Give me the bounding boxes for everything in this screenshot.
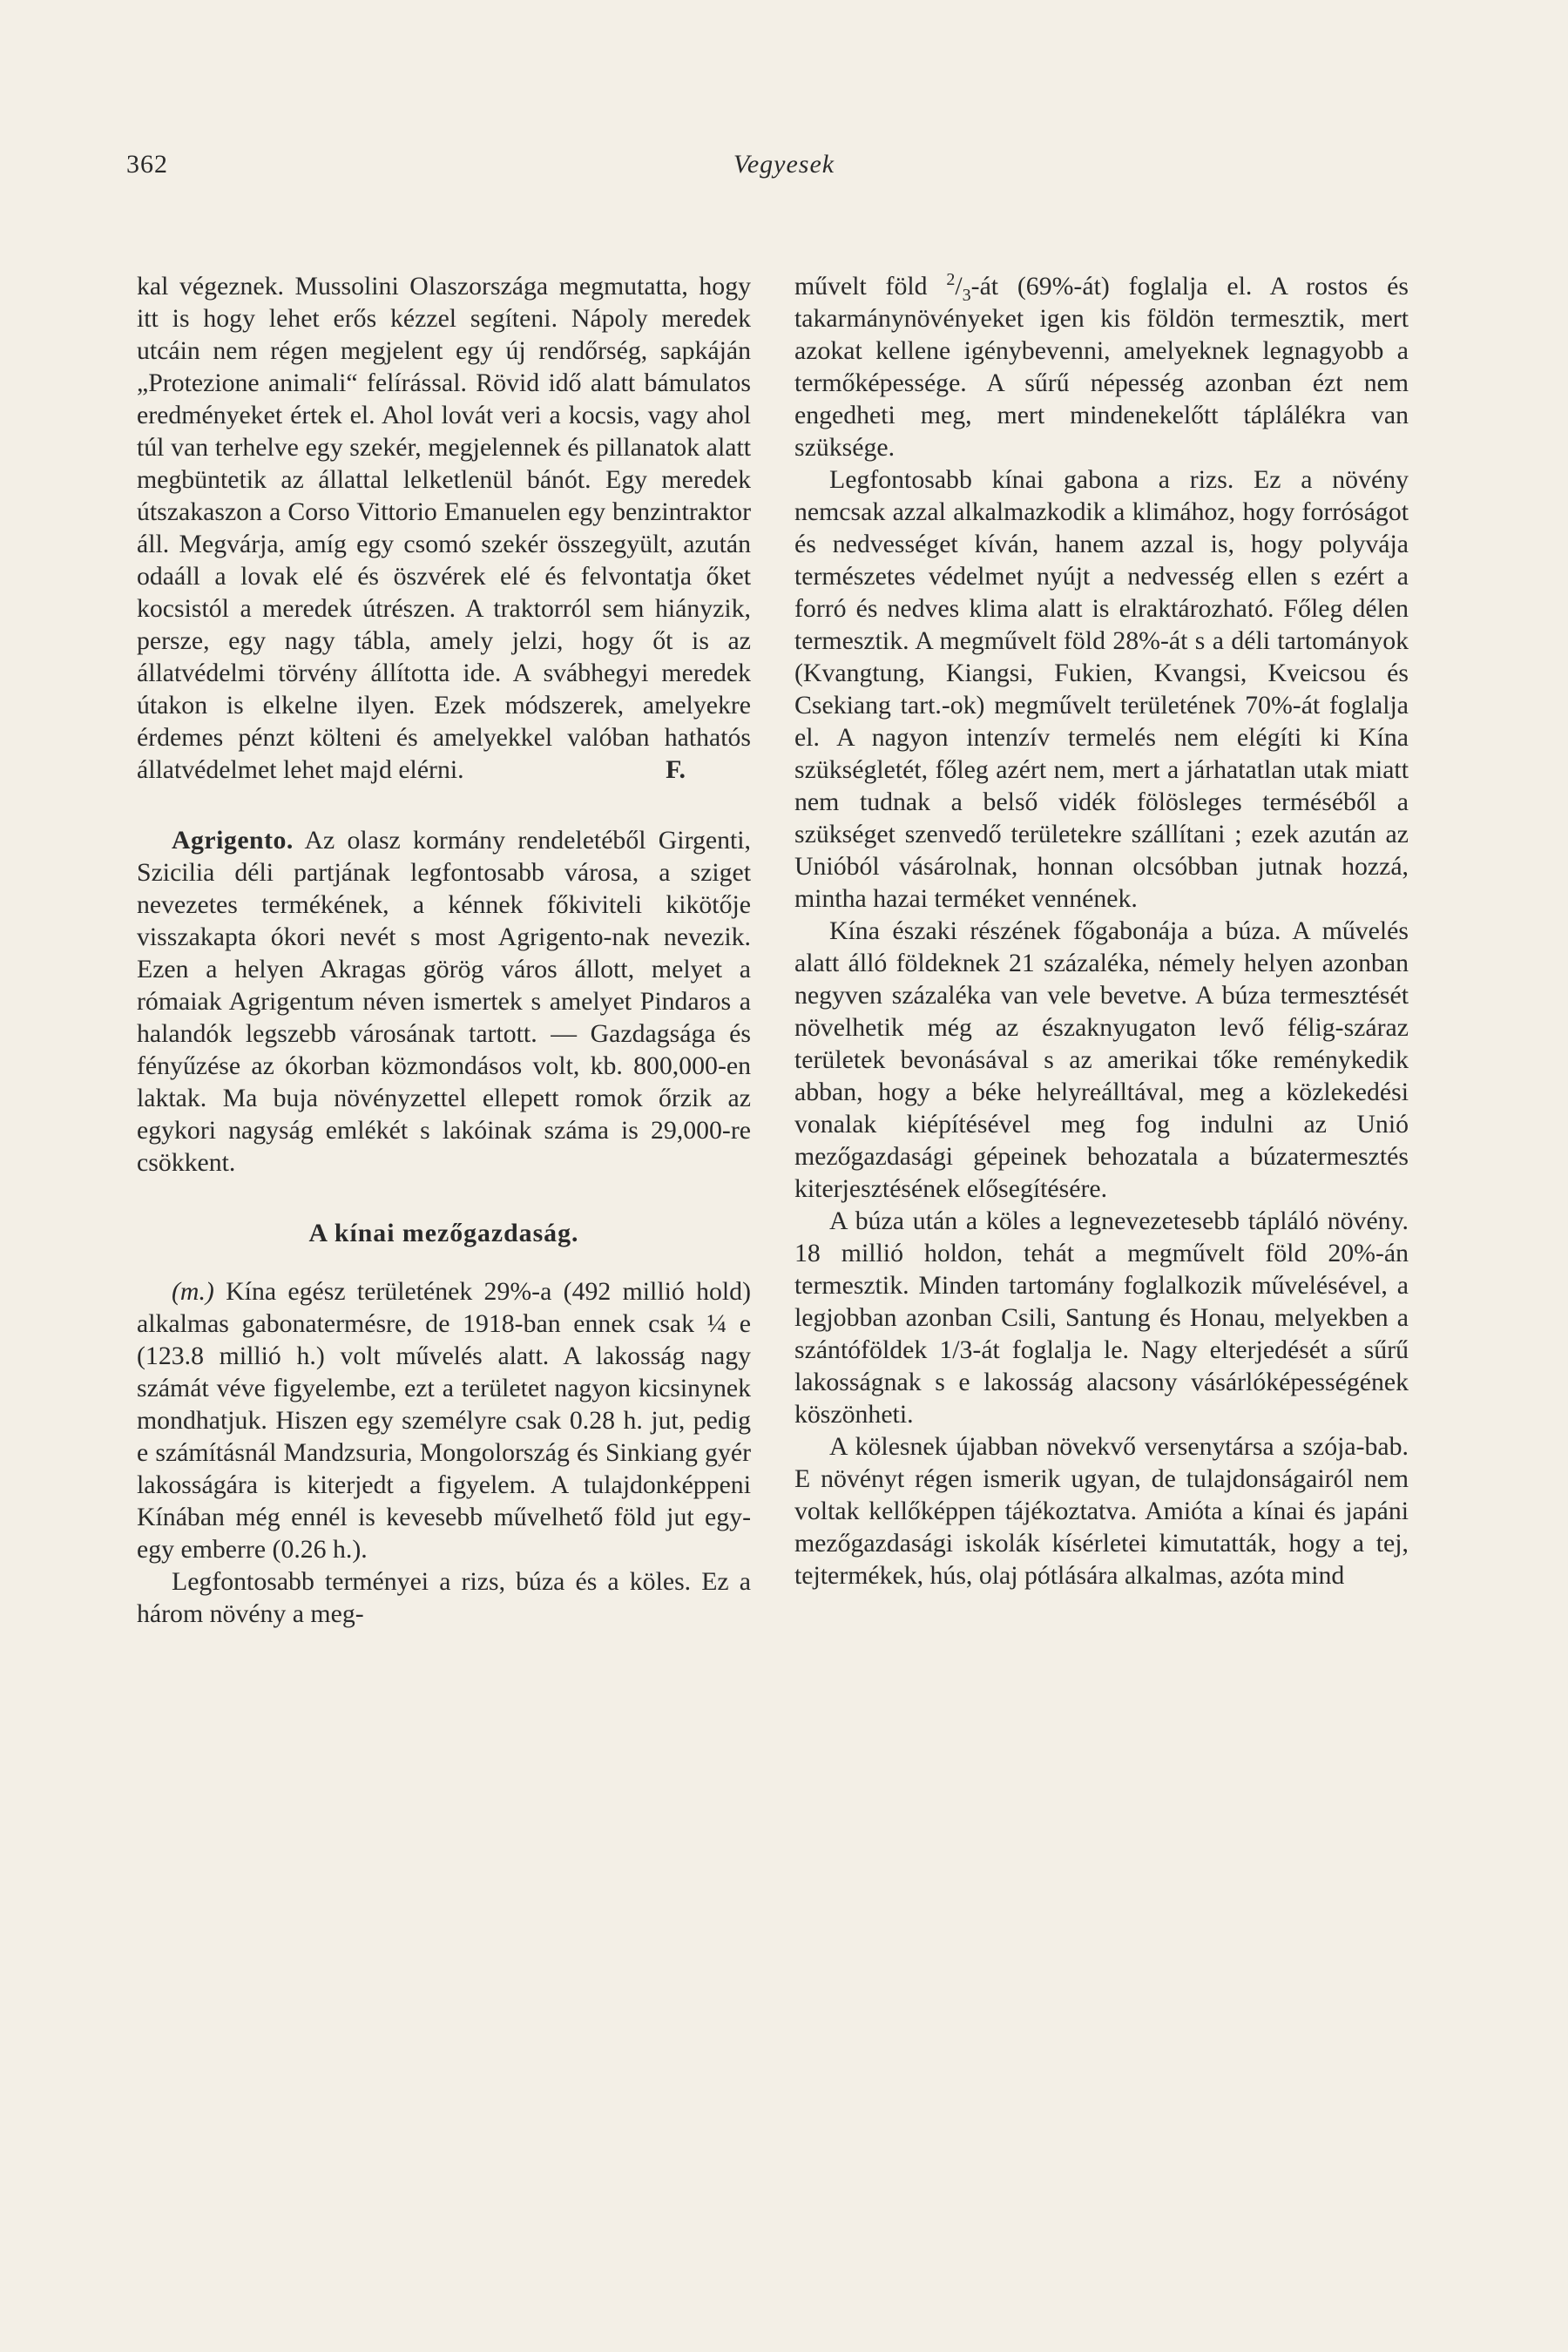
author-initial: (m.) bbox=[172, 1277, 214, 1306]
paragraph-main-crops bbox=[137, 1565, 751, 1630]
paragraph-rice bbox=[794, 463, 1409, 915]
page-number: 362 bbox=[126, 150, 168, 179]
section-title: A kínai mezőgazdaság. bbox=[308, 1219, 579, 1247]
paragraph-text: Kína egész területének 29%-a (492 millió hold) alkalmas gabonatermésre, de 1918-ban ennek csak bbox=[137, 1277, 751, 1338]
right-column bbox=[794, 270, 1409, 1592]
fraction-denominator: 3 bbox=[962, 285, 971, 305]
paragraph-text: Legfontosabb terményei a rizs, búza és a köles. Ez a három növény a meg- bbox=[137, 1567, 751, 1628]
paragraph-text: -át foglalja le. Nagy elterjedését a sűrű lakosságnak s e lakosság alacsony vásárlóképességének köszönheti. bbox=[794, 1335, 1409, 1429]
running-head: Vegyesek bbox=[733, 150, 835, 179]
paragraph-china-land bbox=[137, 1275, 751, 1565]
paragraph-text: -át (69%-át) foglalja el. A rostos és takarmánynövényeket igen kis földön termesztik, mert azokat kellene igénybevenni, amelyeknek legnagyobb a termőképessége. A sűrű népesség azonban ézt nem engedheti meg, mert mindenekelőtt táplálékra van szüksége. bbox=[794, 272, 1409, 462]
left-column bbox=[137, 270, 751, 1630]
paragraph-text: A kölesnek újabban növekvő versenytársa a szója-bab. E növényt régen ismerik ugyan, de tulajdonságairól nem voltak kellőképpen tájékoztatva. Amióta a kínai és japáni mezőgazdasági iskolák kísérletei kimutatták, hogy a tej, tejtermékek, hús, olaj pótlására alkalmas, azóta mind bbox=[794, 1432, 1409, 1590]
paragraph-text: művelt föld bbox=[794, 272, 928, 301]
paragraph-fiber-crops: művelt föld $^2/_3-át$ (69%-át) foglalja el. A rostos és takarmánynövényeket igen kis földön termesztik, mert azokat kellene igénybevenni, amelyeknek legnagyobb a termőképessége. A sűrű népesség azonban ézt nem engedheti meg, mert mindenekelőtt táplálékra van szüksége. bbox=[794, 270, 1409, 462]
paragraph-text: e (123.8 millió h.) volt művelés alatt. A lakosság nagy számát véve figyelembe, ezt a területet nagyon kicsinynek mondhatjuk. Hiszen egy személyre csak 0.28 h. jut, pedig e számításnál Mandzsuria, Mongolország és Sinkiang gyér lakosságára is kiterjedt a figyelem. A tulajdonképpeni Kínában még ennél is kevesebb művelhető föld jut egy-egy emberre (0.26 h.). bbox=[137, 1309, 751, 1564]
paragraph-text: Kína északi részének főgabonája a búza. A művelés alatt álló földeknek 21 százaléka, némely helyen azonban negyven százaléka van vele bevetve. A búza termesztését növelhetik még az északnyugaton levő félig-száraz területek bevonásával s az amerikai tőke reménykedik abban, hogy a béke helyreálltával, meg a közlekedési vonalak kiépítésével meg fog indulni az Unió mezőgazdasági gépeinek behozatala a búzatermesztés kiterjesztésének elősegítésére. bbox=[794, 916, 1409, 1203]
paragraph-animal-protection bbox=[137, 270, 751, 786]
author-signature: F. bbox=[666, 755, 686, 784]
paragraph-text: Legfontosabb kínai gabona a rizs. Ez a növény nemcsak azzal alkalmazkodik a klimához, hogy forróságot és nedvességet kíván, hanem azzal is, hogy polyvája természetes védelmet nyújt a nedvesség ellen s ezért a forró és nedves klima alatt is elraktározható. Főleg délen termesztik. A megművelt föld 28%-át s a déli tartományok (Kvangtung, Kiangsi, Fukien, Kvangsi, Kveicsou és Csekiang tart.-ok) megművelt területének 70%-át foglalja el. A nagyon intenzív termelés nem elégíti ki Kína szükségletét, főleg azért nem, mert a járhatatlan utak miatt nem tudnak a belső vidék fölösleges terméséből a szükséget szenvedő területekre szállítani ; ezek azután az Unióból vásárolnak, honnan olcsóbban jutnak hozzá, mintha hazai terméket vennének. bbox=[794, 465, 1409, 913]
paragraph-agrigento bbox=[137, 824, 751, 1179]
paragraph-soybean bbox=[794, 1430, 1409, 1592]
paragraph-text: Az olasz kormány rendeletéből Girgenti, Szicilia déli partjának legfontosabb városa, a sziget nevezetes termékének, a kénnek főkiviteli kikötője visszakapta ókori nevét s most Agrigento-nak nevezik. Ezen a helyen Akragas görög város állott, melyet a rómaiak Agrigentum néven ismertek s amelyet Pindaros a halandók legszebb városának tartott. — Gazdagsága és fényűzése az ókorban közmondásos volt, kb. 800,000-en laktak. Ma buja növényzettel ellepett romok őrzik az egykori nagyság emlékét s lakóinak száma is 29,000-re csökkent. bbox=[137, 826, 751, 1177]
paragraph-millet bbox=[794, 1205, 1409, 1430]
paragraph-text: A búza után a köles a legnevezetesebb tápláló növény. 18 millió holdon, tehát a megművelt föld 20%-án termesztik. Minden tartomány foglalkozik művelésével, a legjobban azonban Csili, Santung és Honau, melyekben a szántóföldek bbox=[794, 1206, 1409, 1364]
paragraph-wheat bbox=[794, 915, 1409, 1205]
fraction-numerator: 2 bbox=[946, 270, 956, 290]
paragraph-text: kal végeznek. Mussolini Olaszországa megmutatta, hogy itt is hogy lehet erős kézzel segíteni. Nápoly meredek utcáin nem régen megjelent egy új rendőrség, sapkáján „Protezione animali“ felírással. Rövid idő alatt bámulatos eredményeket értek el. Ahol lovát veri a kocsis, vagy ahol túl van terhelve egy szekér, megjelennek és pillanatok alatt megbüntetik az állattal lelketlenül bánót. Egy meredek útszakaszon a Corso Vittorio Emanuelen egy benzintraktor áll. Megvárja, amíg egy csomó szekér összegyült, azután odaáll a lovak elé és öszvérek elé és felvontatja őket kocsistól a meredek útrészen. A traktorról sem hiányzik, persze, egy nagy tábla, amely jelzi, hogy őt is az állatvédelmi törvény állította ide. A svábhegyi meredek útakon is elkelne ilyen. Ezek módszerek, amelyekre érdemes pénzt költeni és amelyekkel valóban hathatós állatvédelmet lehet majd elérni. bbox=[137, 272, 751, 784]
run-in-heading-agrigento: Agrigento. bbox=[172, 826, 294, 855]
fraction: ¼ bbox=[706, 1309, 727, 1338]
fraction: 1/3 bbox=[939, 1335, 973, 1364]
